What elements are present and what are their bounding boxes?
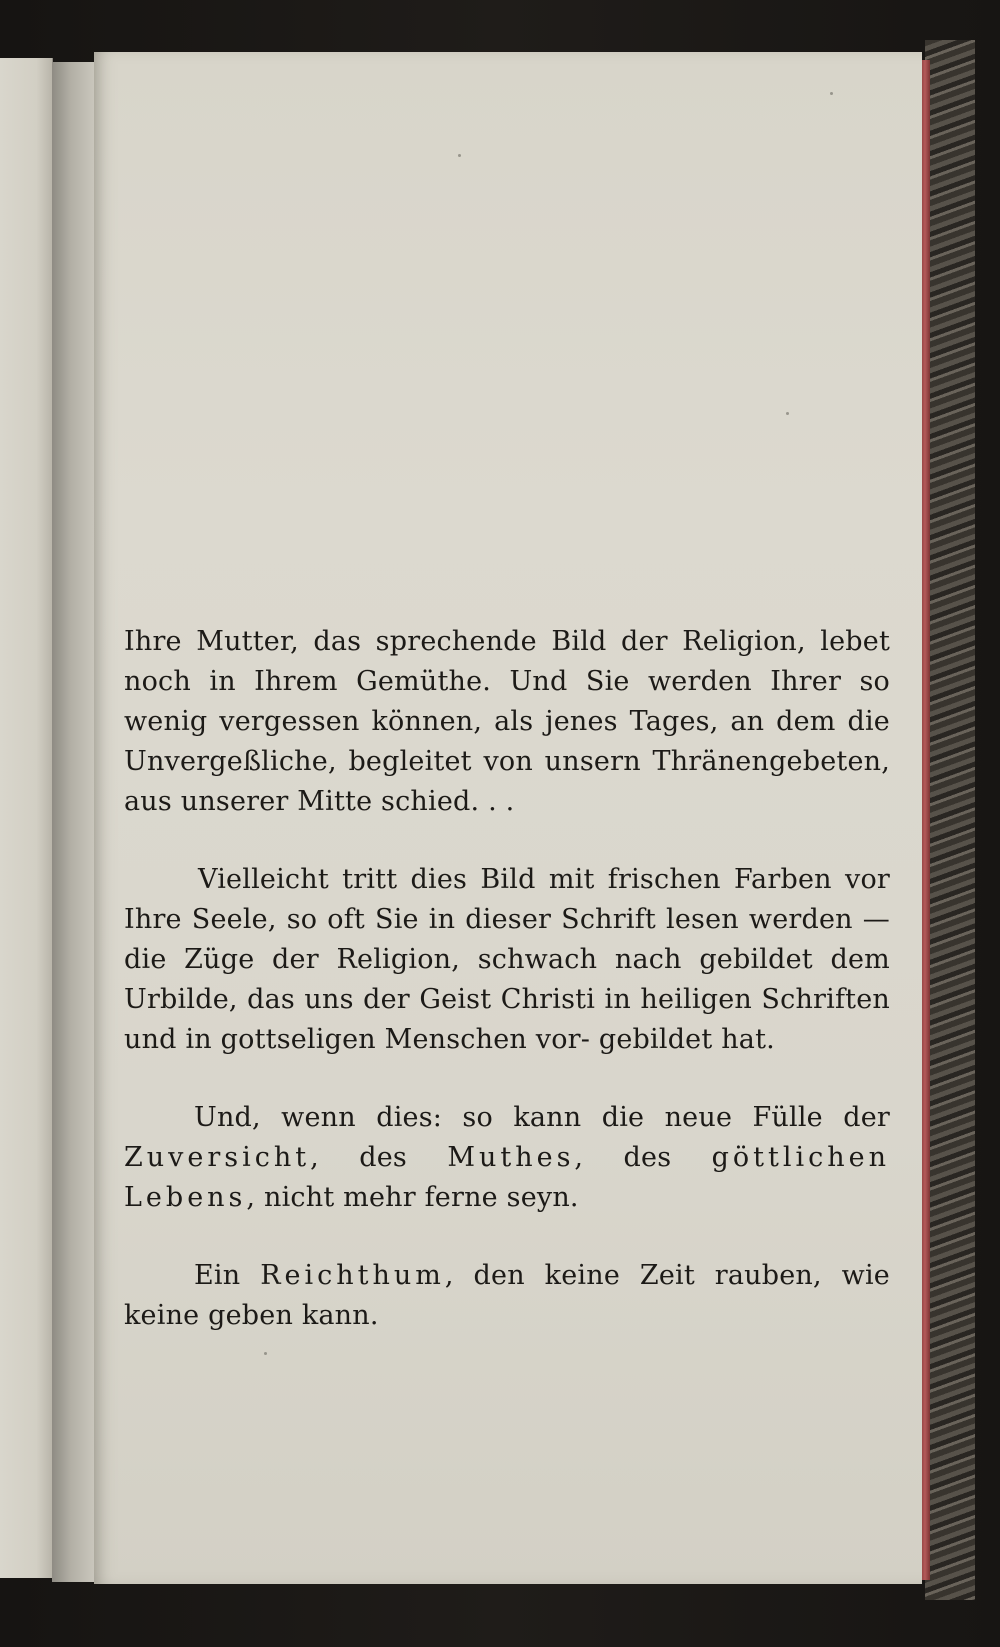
paper-speck — [786, 412, 789, 415]
marbled-cover-edge — [925, 40, 975, 1600]
paragraph-4-text-after: , den keine Zeit rauben, wie keine geben kann. — [124, 1260, 890, 1331]
body-text — [124, 622, 890, 1336]
book-page — [94, 52, 922, 1584]
paper-speck — [830, 92, 833, 95]
paragraph-2: Vielleicht tritt dies Bild mit frischen Farben vor Ihre Seele, so oft Sie in dieser Schrift lesen werden — die Züge der Religion, schwach nach gebildet dem Urbilde, das uns der Geist Christi in heiligen Schriften und in gottseligen Menschen vor- gebildet hat. — [124, 864, 890, 1055]
book-gutter — [52, 62, 100, 1582]
emphasis-reichthum: Reichthum — [260, 1260, 445, 1291]
facing-page-edge — [0, 58, 53, 1578]
paragraph-4-text-before: Ein — [194, 1260, 261, 1291]
paragraph-3-text-mid-2: , des — [574, 1142, 712, 1173]
paper-speck — [264, 1352, 267, 1355]
paragraph-3-text-mid-1: , des — [310, 1142, 448, 1173]
paragraph-3 — [124, 1098, 890, 1218]
paragraph-4 — [124, 1256, 890, 1336]
paragraph-3-text-after: , nicht mehr ferne seyn. — [246, 1182, 579, 1213]
paper-speck — [458, 154, 461, 157]
emphasis-muthes: Muthes — [447, 1142, 575, 1173]
emphasis-goettlichen-lebens: göttlichen Lebens — [124, 1142, 890, 1213]
paragraph-3-text-before: Und, wenn dies: so kann die neue Fülle der — [194, 1102, 890, 1133]
paragraph-1: Ihre Mutter, das sprechende Bild der Religion, lebet noch in Ihrem Gemüthe. Und Sie werden Ihrer so wenig vergessen können, als jenes Tages, an dem die Unvergeßliche, begleitet von unsern Thränengebeten, aus unserer Mitte schied. . . — [124, 626, 890, 817]
emphasis-zuversicht: Zuversicht — [124, 1142, 311, 1173]
